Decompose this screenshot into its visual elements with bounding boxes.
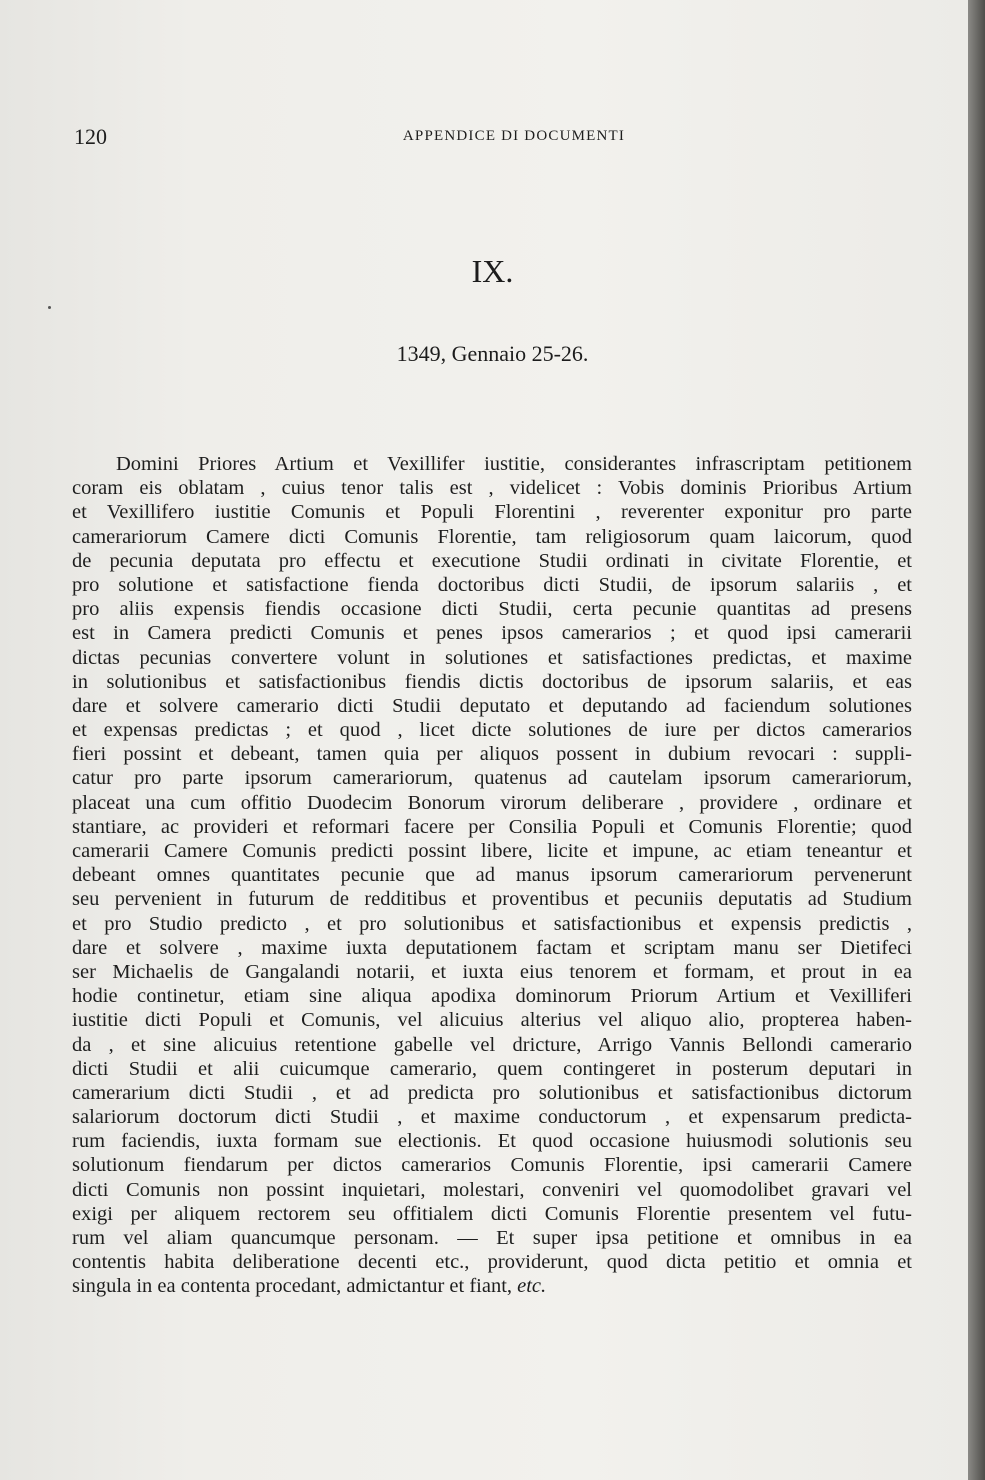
text-line: dare et solvere camerario dicti Studii deputato et deputando ad faciendum solutiones — [72, 694, 912, 717]
running-title: APPENDICE DI DOCUMENTI — [402, 128, 626, 144]
closing-italic: etc. — [517, 1275, 547, 1298]
text-line: exigi per aliquem rectorem seu offitialem dicti Comunis Florentie presentem vel futu- — [72, 1202, 912, 1225]
text-line: de pecunia deputata pro effectu et executione Studii ordinati in civitate Florentie, et — [72, 549, 912, 572]
text-line: stantiare, ac provideri et reformari facere per Consilia Populi et Comunis Florentie; quod — [72, 815, 912, 838]
text-line: et pro Studio predicto , et pro solutionibus et satisfactionibus et expensis predictis , — [72, 912, 912, 935]
text-line: Domini Priores Artium et Vexillifer iustitie, considerantes infrascriptam petitionem — [116, 453, 912, 475]
text-line: catur pro parte ipsorum camerariorum, quatenus ad cautelam ipsorum camerariorum, — [72, 767, 912, 790]
text-line: fieri possint et debeant, tamen quia per aliquos possent in dubium revocari : suppli- — [72, 743, 912, 766]
ink-speck — [48, 306, 51, 309]
text-line: pro solutione et satisfactione fienda doctoribus dicti Studii, de ipsorum salariis , et — [72, 573, 912, 596]
page-header — [74, 124, 914, 154]
text-line: placeat una cum offitio Duodecim Bonorum virorum deliberare , providere , ordinare et — [72, 791, 912, 814]
text-line: singula in ea contenta procedant, admictantur et fiant, etc. — [72, 1275, 547, 1298]
text-line: seu pervenient in futurum de redditibus et proventibus et pecuniis deputatis ad Studium — [72, 888, 912, 911]
text-line: debeant omnes quantitates pecunie que ad manus ipsorum camerariorum pervenerunt — [72, 864, 912, 887]
text-line: pro aliis expensis fiendis occasione dicti Studii, certa pecunie quantitas ad presens — [72, 598, 912, 621]
text-line: iustitie dicti Populi et Comunis, vel alicuius alterius vel aliquo alio, propterea haben- — [72, 1009, 912, 1032]
text-line: in solutionibus et satisfactionibus fiendis dictis doctoribus de ipsorum salariis, et eas — [72, 670, 912, 693]
document-date: 1349, Gennaio 25-26. — [396, 341, 589, 366]
text-line: est in Camera predicti Comunis et penes ipsos camerarios ; et quod ipsi camerarii — [72, 622, 912, 645]
document-body — [72, 452, 912, 1299]
text-line: contentis habita deliberatione decenti etc., providerunt, quod dicta petitio et omnia et — [72, 1251, 912, 1274]
text-line: et expensas predictas ; et quod , licet dicte solutiones de iure per dictos camerarios — [72, 719, 912, 742]
page-number: 120 — [74, 124, 107, 149]
text-line: da , et sine alicuius retentione gabelle vel dricture, Arrigo Vannis Bellondi camerario — [72, 1033, 912, 1056]
text-line: ser Michaelis de Gangalandi notarii, et iuxta eius tenorem et formam, et prout in ea — [72, 960, 912, 983]
text-line: camerarium dicti Studii , et ad predicta pro solutionibus et satisfactionibus dictorum — [72, 1081, 912, 1104]
text-line: coram eis oblatam , cuius tenor talis est , videlicet : Vobis dominis Prioribus Artium — [72, 477, 912, 500]
text-line: camerariorum Camere dicti Comunis Florentie, tam religiosorum quam laicorum, quod — [72, 525, 912, 548]
document-number: IX. — [471, 253, 514, 289]
text-line: hodie continetur, etiam sine aliqua apodixa dominorum Priorum Artium et Vexilliferi — [72, 985, 912, 1008]
text-line: rum vel aliam quancumque personam. — Et super ipsa petitione et omnibus in ea — [72, 1227, 912, 1249]
text-line: camerarii Camere Comunis predicti possint libere, licite et impune, ac etiam teneantur et — [72, 840, 912, 862]
text-line: dicti Comunis non possint inquietari, molestari, conveniri vel quomodolibet gravari vel — [72, 1178, 912, 1201]
text-line: solutionum fiendarum per dictos camerarios Comunis Florentie, ipsi camerarii Camere — [72, 1154, 912, 1177]
text-line: salariorum doctorum dicti Studii , et maxime conductorum , et expensarum predicta- — [72, 1106, 912, 1129]
text-line: dictas pecunias convertere volunt in solutiones et satisfactiones predictas, et maxime — [72, 646, 912, 669]
text-line: et Vexillifero iustitie Comunis et Populi Florentini , reverenter exponitur pro parte — [72, 501, 912, 524]
page-edge — [968, 0, 985, 1480]
text-line: dare et solvere , maxime iuxta deputationem factam et scriptam manu ser Dietifeci — [72, 936, 912, 959]
text-line: rum faciendis, iuxta formam sue electionis. Et quod occasione huiusmodi solutionis seu — [72, 1130, 912, 1153]
text-line: dicti Studii et alii cuicumque camerario, quem contingeret in posterum deputari in — [72, 1057, 912, 1080]
